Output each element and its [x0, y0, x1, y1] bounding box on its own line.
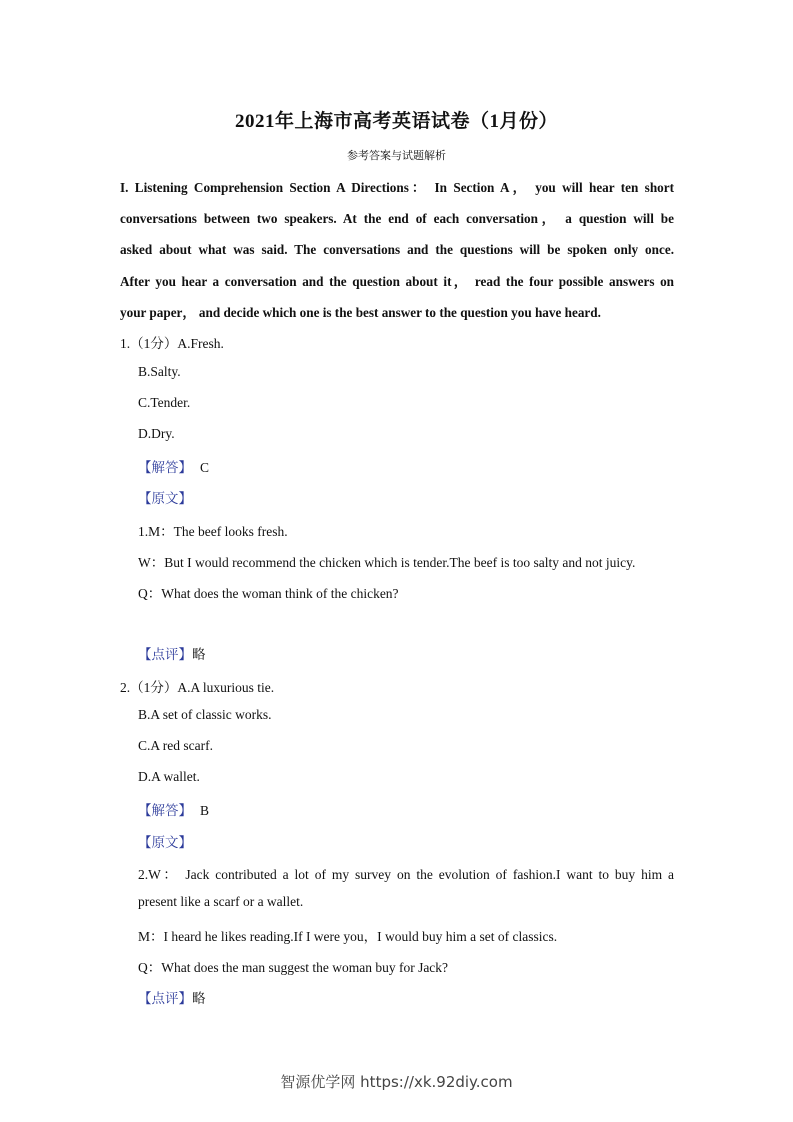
directions-line: After you hear a conversation and the question about it， read the four possible answers on	[120, 273, 674, 289]
answer-line	[138, 799, 209, 819]
directions-line: conversations between two speakers. At the end of each conversation， a question will be	[120, 211, 674, 227]
answer-tag: 【解答】	[138, 460, 192, 475]
listening-directions	[120, 172, 674, 328]
page-subtitle: 参考答案与试题解析	[347, 150, 446, 162]
comment-line	[138, 987, 206, 1007]
directions-line: asked about what was said. The conversations and the questions will be spoken only once.	[120, 242, 674, 258]
original-line	[138, 487, 192, 507]
question-stem: 2.（1分）A.A luxurious tie.	[120, 680, 275, 695]
comment-line	[138, 643, 206, 663]
directions-line: your paper， and decide which one is the best answer to the question you have heard.	[120, 304, 601, 320]
question-option: C.Tender.	[138, 395, 191, 410]
transcript-line: M：I heard he likes reading.If I were you，I would buy him a set of classics.	[138, 929, 558, 944]
transcript-line: 1.M：The beef looks fresh.	[138, 524, 288, 539]
comment-tag: 【点评】	[138, 991, 192, 1006]
question-stem: 1.（1分）A.Fresh.	[120, 336, 224, 351]
comment-value: 略	[192, 991, 206, 1006]
transcript-line: Q：What does the woman think of the chicken?	[138, 586, 399, 601]
question-option: B.A set of classic works.	[138, 707, 272, 722]
question-option: C.A red scarf.	[138, 738, 213, 753]
original-line	[138, 831, 192, 851]
answer-value: B	[200, 803, 210, 818]
transcript-line: W：But I would recommend the chicken which is tender.The beef is too salty and not juicy.	[138, 555, 636, 570]
directions-line: I. Listening Comprehension Section A Directions： In Section A， you will hear ten short	[120, 180, 674, 195]
answer-value: C	[200, 460, 210, 475]
original-tag: 【原文】	[138, 491, 192, 506]
answer-tag: 【解答】	[138, 803, 192, 818]
question-option: B.Salty.	[138, 364, 181, 379]
transcript-line: Q：What does the man suggest the woman buy for Jack?	[138, 960, 449, 975]
original-tag: 【原文】	[138, 835, 192, 850]
transcript-line: present like a scarf or a wallet.	[138, 894, 304, 909]
transcript-line: 2.W： Jack contributed a lot of my survey on the evolution of fashion.I want to buy him a	[138, 867, 674, 882]
question-option: D.Dry.	[138, 426, 175, 441]
question-option: D.A wallet.	[138, 769, 200, 784]
page-title: 2021年上海市高考英语试卷（1月份）	[234, 111, 558, 132]
answer-line	[138, 456, 209, 476]
comment-tag: 【点评】	[138, 647, 192, 662]
footer-watermark: 智源优学网 https://xk.92diy.com	[280, 1073, 513, 1091]
comment-value: 略	[192, 647, 206, 662]
